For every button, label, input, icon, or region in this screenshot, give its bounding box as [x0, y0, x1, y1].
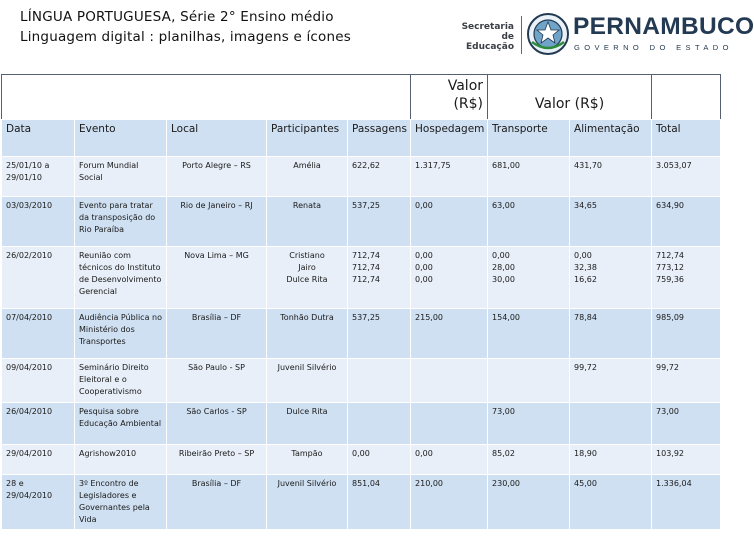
table-row — [2, 403, 721, 445]
cell-participants: Dulce Rita — [267, 403, 348, 445]
cell-line: 759,36 — [656, 275, 685, 284]
cell-line: 712,74 — [352, 275, 380, 284]
state-seal-icon — [526, 12, 570, 56]
cell-date: 07/04/2010 — [2, 309, 75, 359]
secretaria-label — [456, 22, 514, 52]
slide-subtitle: Linguagem digital : planilhas, imagens e ícones — [20, 29, 351, 45]
cell-tickets — [348, 247, 411, 309]
value-group-label-1: Valor (R$) — [411, 75, 488, 120]
cell-location: Nova Lima – MG — [167, 247, 267, 309]
cell-participants: Renata — [267, 197, 348, 247]
cell-line: 28,00 — [492, 263, 515, 272]
cell-transport: 85,02 — [488, 445, 570, 475]
cell-participants: Amélia — [267, 157, 348, 197]
cell-food: 45,00 — [570, 475, 652, 530]
cell-date: 26/04/2010 — [2, 403, 75, 445]
cell-location: Brasília – DF — [167, 475, 267, 530]
cell-event: Pesquisa sobre Educação Ambiental — [75, 403, 167, 445]
cell-event: Agrishow2010 — [75, 445, 167, 475]
cell-line: 0,00 — [415, 263, 433, 272]
cell-lodging — [411, 247, 488, 309]
secretaria-line-1: Secretaria de — [461, 22, 514, 42]
table-row — [2, 157, 721, 197]
column-header-lodging: Hospedagem — [411, 120, 488, 157]
table-row — [2, 197, 721, 247]
cell-transport: 681,00 — [488, 157, 570, 197]
table-row — [2, 247, 721, 309]
cell-line: 712,74 — [352, 251, 380, 260]
cell-total: 103,92 — [652, 445, 721, 475]
cell-lodging — [411, 403, 488, 445]
cell-event: Forum Mundial Social — [75, 157, 167, 197]
cell-location: São Carlos - SP — [167, 403, 267, 445]
cell-event: Evento para tratar da transposição do Rio Paraíba — [75, 197, 167, 247]
cell-transport: 73,00 — [488, 403, 570, 445]
cell-transport: 154,00 — [488, 309, 570, 359]
value-group-cell — [2, 75, 411, 120]
cell-tickets: 0,00 — [348, 445, 411, 475]
cell-event: 3º Encontro de Legisladores e Governantes pela Vida — [75, 475, 167, 530]
cell-date: 26/02/2010 — [2, 247, 75, 309]
cell-total: 634,90 — [652, 197, 721, 247]
brand-name: PERNAMBUCO — [573, 13, 754, 40]
cell-lodging: 0,00 — [411, 197, 488, 247]
cell-tickets: 537,25 — [348, 309, 411, 359]
cell-tickets: 851,04 — [348, 475, 411, 530]
cell-location: Brasília – DF — [167, 309, 267, 359]
cell-transport — [488, 247, 570, 309]
cell-date: 25/01/10 a 29/01/10 — [2, 157, 75, 197]
cell-total: 985,09 — [652, 309, 721, 359]
cell-line: 0,00 — [415, 251, 433, 260]
cell-line: 712,74 — [352, 263, 380, 272]
cell-date: 28 e 29/04/2010 — [2, 475, 75, 530]
cell-line: Jairo — [298, 263, 316, 272]
cell-total — [652, 247, 721, 309]
value-group-end — [652, 75, 721, 120]
cell-line: 16,62 — [574, 275, 597, 284]
cell-line: 0,00 — [415, 275, 433, 284]
value-group-row — [2, 75, 721, 120]
value-group-label-2: Valor (R$) — [488, 75, 652, 120]
column-header-participants: Participantes — [267, 120, 348, 157]
cell-tickets: 622,62 — [348, 157, 411, 197]
cell-lodging — [411, 359, 488, 403]
cell-food: 78,84 — [570, 309, 652, 359]
cell-tickets — [348, 359, 411, 403]
cell-location: São Paulo - SP — [167, 359, 267, 403]
column-header-date: Data — [2, 120, 75, 157]
cell-location: Rio de Janeiro – RJ — [167, 197, 267, 247]
cell-total: 99,72 — [652, 359, 721, 403]
column-header-row — [2, 120, 721, 157]
cell-tickets — [348, 403, 411, 445]
cell-tickets: 537,25 — [348, 197, 411, 247]
table-row — [2, 309, 721, 359]
cell-participants — [267, 247, 348, 309]
cell-event: Audiência Pública no Ministério dos Transportes — [75, 309, 167, 359]
cell-transport: 63,00 — [488, 197, 570, 247]
cell-food: 18,90 — [570, 445, 652, 475]
table-row — [2, 445, 721, 475]
cell-food: 431,70 — [570, 157, 652, 197]
cell-event: Seminário Direito Eleitoral e o Cooperativismo — [75, 359, 167, 403]
cell-food — [570, 403, 652, 445]
expense-table — [1, 74, 721, 530]
cell-food: 99,72 — [570, 359, 652, 403]
cell-line: 773,12 — [656, 263, 685, 272]
cell-food — [570, 247, 652, 309]
cell-participants: Tampão — [267, 445, 348, 475]
brand-subtitle: GOVERNO DO ESTADO — [574, 43, 733, 52]
cell-line: 712,74 — [656, 251, 685, 260]
cell-line: 0,00 — [574, 251, 592, 260]
cell-date: 03/03/2010 — [2, 197, 75, 247]
column-header-transport: Transporte — [488, 120, 570, 157]
cell-participants: Juvenil Silvério — [267, 475, 348, 530]
column-header-tickets: Passagens — [348, 120, 411, 157]
table-row — [2, 475, 721, 530]
cell-total: 3.053,07 — [652, 157, 721, 197]
cell-location: Porto Alegre – RS — [167, 157, 267, 197]
secretaria-line-2: Educação — [466, 42, 514, 52]
cell-total: 73,00 — [652, 403, 721, 445]
table-row — [2, 359, 721, 403]
slide-header — [0, 0, 754, 72]
cell-location: Ribeirão Preto – SP — [167, 445, 267, 475]
cell-lodging: 215,00 — [411, 309, 488, 359]
slide-title: LÍNGUA PORTUGUESA, Série 2° Ensino médio — [20, 9, 334, 25]
cell-event: Reunião com técnicos do Instituto de Desenvolvimento Gerencial — [75, 247, 167, 309]
cell-lodging: 1.317,75 — [411, 157, 488, 197]
cell-lodging: 0,00 — [411, 445, 488, 475]
cell-line: 0,00 — [492, 251, 510, 260]
cell-total: 1.336,04 — [652, 475, 721, 530]
cell-lodging: 210,00 — [411, 475, 488, 530]
cell-transport: 230,00 — [488, 475, 570, 530]
cell-participants: Tonhão Dutra — [267, 309, 348, 359]
column-header-total: Total — [652, 120, 721, 157]
column-header-food: Alimentação — [570, 120, 652, 157]
cell-line: 32,38 — [574, 263, 597, 272]
cell-date: 29/04/2010 — [2, 445, 75, 475]
cell-food: 34,65 — [570, 197, 652, 247]
logo-divider — [521, 16, 522, 54]
cell-line: 30,00 — [492, 275, 515, 284]
cell-transport — [488, 359, 570, 403]
cell-participants: Juvenil Silvério — [267, 359, 348, 403]
column-header-location: Local — [167, 120, 267, 157]
column-header-event: Evento — [75, 120, 167, 157]
cell-date: 09/04/2010 — [2, 359, 75, 403]
cell-line: Cristiano — [289, 251, 325, 260]
cell-line: Dulce Rita — [286, 275, 328, 284]
